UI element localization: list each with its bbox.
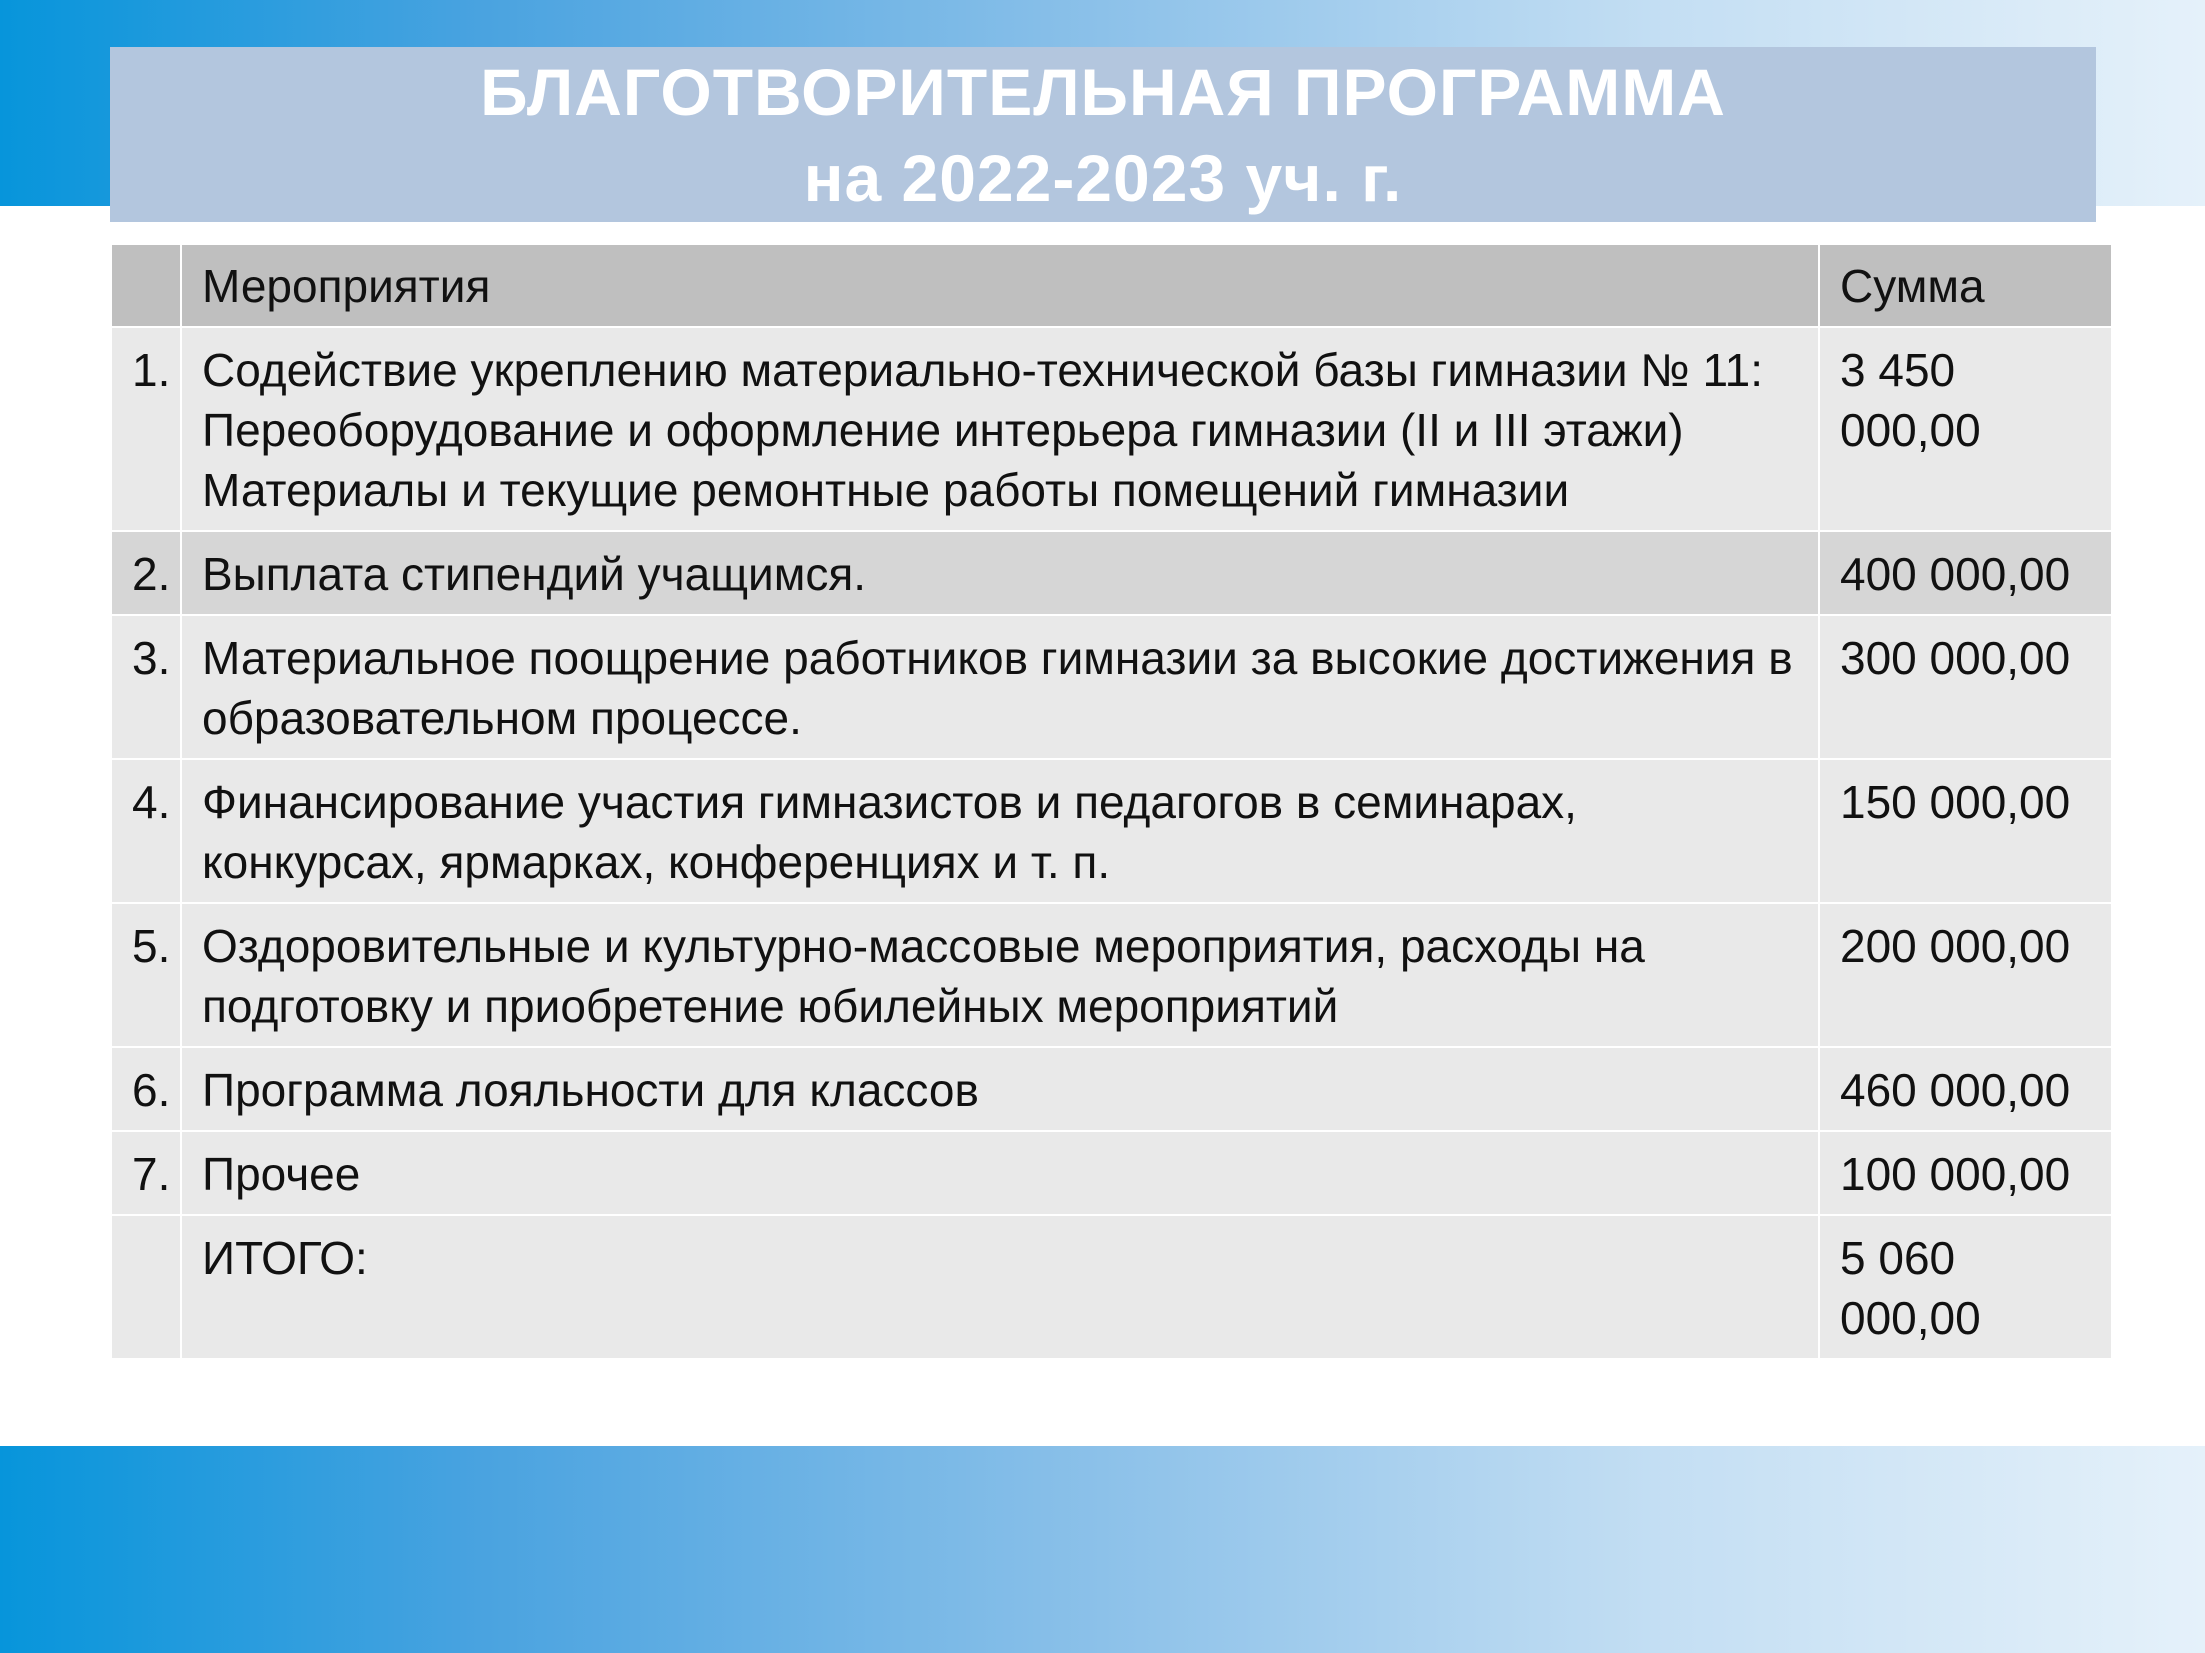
- row-sum: 400 000,00: [1819, 531, 2112, 615]
- row-activity: [181, 1131, 1819, 1215]
- table-row: [111, 327, 2112, 531]
- table-row: [111, 903, 2112, 1047]
- row-number: 5.: [111, 903, 181, 1047]
- row-sum: 200 000,00: [1819, 903, 2112, 1047]
- table-row: [111, 759, 2112, 903]
- row-number: 4.: [111, 759, 181, 903]
- activity-line: Материалы и текущие ремонтные работы помещений гимназии: [202, 464, 1570, 516]
- table-row: [111, 615, 2112, 759]
- total-number: [111, 1215, 181, 1359]
- activity-line: Оздоровительные и культурно-массовые мероприятия, расходы на подготовку и приобретение юбилейных мероприятий: [202, 920, 1645, 1032]
- activity-line: Программа лояльности для классов: [202, 1064, 979, 1116]
- row-activity: [181, 531, 1819, 615]
- page-title: БЛАГОТВОРИТЕЛЬНАЯ ПРОГРАММА: [480, 54, 1726, 129]
- row-number: 2.: [111, 531, 181, 615]
- activity-line: Материальное поощрение работников гимназии за высокие достижения в образовательном процессе.: [202, 632, 1793, 744]
- charity-program-table: [110, 243, 2113, 1360]
- row-sum: 460 000,00: [1819, 1047, 2112, 1131]
- row-sum: 100 000,00: [1819, 1131, 2112, 1215]
- row-activity: [181, 759, 1819, 903]
- row-sum: 300 000,00: [1819, 615, 2112, 759]
- total-sum: 5 060 000,00: [1819, 1215, 2112, 1359]
- bottom-gradient-band: [0, 1446, 2205, 1653]
- activity-line: Содействие укреплению материально-технической базы гимназии № 11:: [202, 344, 1764, 396]
- row-sum: 3 450 000,00: [1819, 327, 2112, 531]
- activity-line: Прочее: [202, 1148, 361, 1200]
- row-activity: [181, 903, 1819, 1047]
- row-sum: 150 000,00: [1819, 759, 2112, 903]
- row-activity: [181, 615, 1819, 759]
- row-activity: [181, 327, 1819, 531]
- total-row: [111, 1215, 2112, 1359]
- row-number: 1.: [111, 327, 181, 531]
- table-row: [111, 1047, 2112, 1131]
- total-label: ИТОГО:: [181, 1215, 1819, 1359]
- header-num: [111, 244, 181, 327]
- table-header-row: [111, 244, 2112, 327]
- header-activity: Мероприятия: [181, 244, 1819, 327]
- row-number: 3.: [111, 615, 181, 759]
- page-subtitle: на 2022-2023 уч. г.: [803, 140, 1403, 215]
- activity-line: Переоборудование и оформление интерьера гимназии (II и III этажи): [202, 404, 1684, 456]
- row-number: 6.: [111, 1047, 181, 1131]
- activity-line: Финансирование участия гимназистов и педагогов в семинарах, конкурсах, ярмарках, конференциях и т. п.: [202, 776, 1577, 888]
- table-row: [111, 1131, 2112, 1215]
- table-row: [111, 531, 2112, 615]
- title-banner: [110, 47, 2096, 222]
- row-activity: [181, 1047, 1819, 1131]
- header-sum: Сумма: [1819, 244, 2112, 327]
- row-number: 7.: [111, 1131, 181, 1215]
- activity-line: Выплата стипендий учащимся.: [202, 548, 867, 600]
